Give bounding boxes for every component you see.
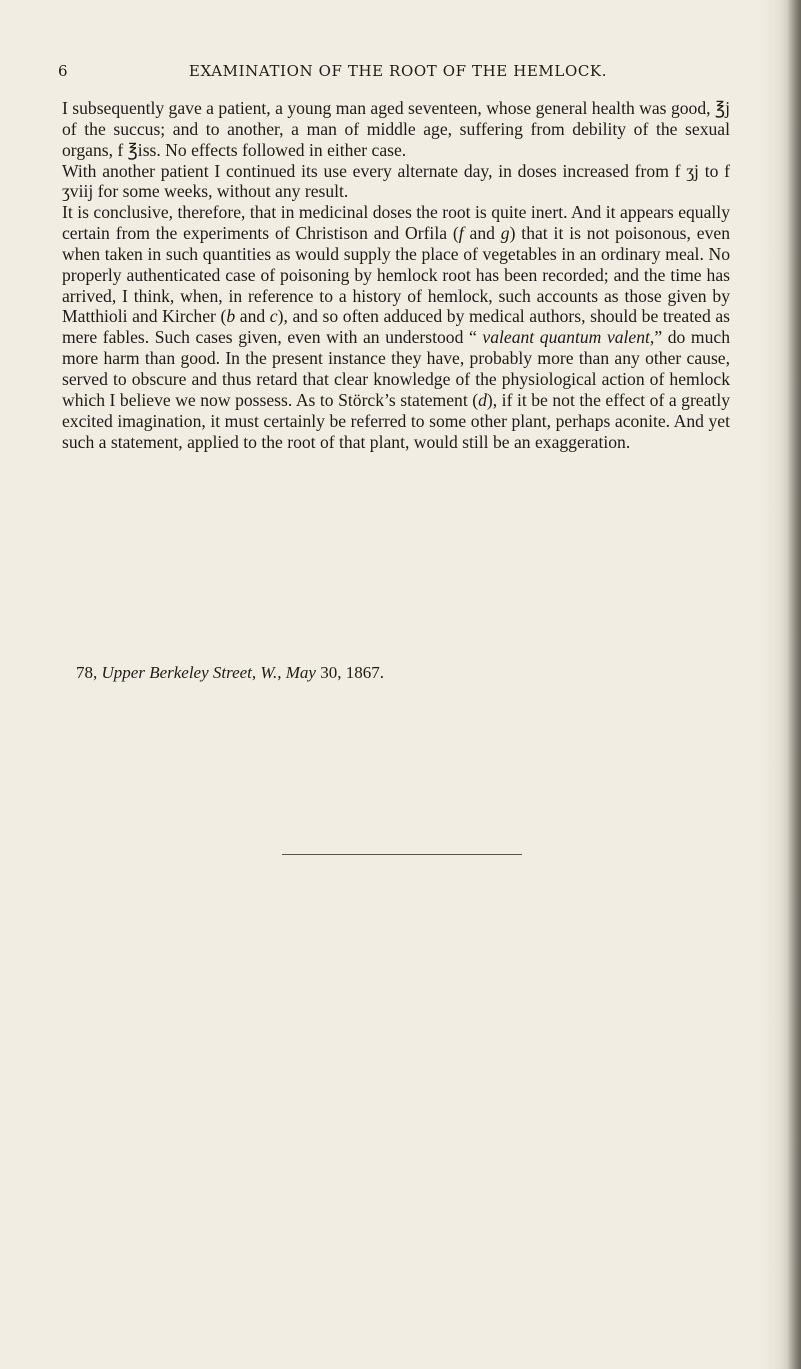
paragraph-2: [62, 161, 730, 203]
text-segment: With another patient I continued its use every alternate day, in doses increased from f ʒj to f ʒviij for some weeks, without any result.: [62, 160, 730, 202]
italic-text-segment: g: [500, 223, 510, 244]
body-text: [62, 98, 730, 452]
italic-text-segment: c: [269, 306, 278, 327]
text-segment: and: [235, 306, 270, 327]
text-segment: It is conclusive, therefore, that in medicinal doses the root is quite inert. And it appears equally certain from the experiments of Christison and Orfila (: [62, 202, 730, 244]
text-segment: 78,: [76, 663, 102, 682]
italic-text-segment: d: [478, 389, 487, 410]
italic-text-segment: valeant quantum valent,: [482, 327, 655, 348]
text-segment: ), if it be not the effect of a greatly excited imagination, it must certainly be referred to some other plant, perhaps aconite. And yet such a statement, applied to the root of that plant, would still be an exaggeration.: [62, 389, 730, 452]
address-date-signoff: [76, 663, 384, 683]
paragraph-1: [62, 98, 730, 161]
text-segment: I subsequently gave a patient, a young man aged seventeen, whose general health was good, ℥j of the succus; and to another, a man of middle age, suffering from debility of the sexual organs, f ℥iss. No effects followed in either case.: [62, 98, 730, 160]
paragraph-3: [62, 202, 730, 452]
italic-text-segment: b: [226, 306, 236, 327]
text-segment: and: [463, 223, 501, 244]
horizontal-rule: [282, 854, 522, 855]
text-segment: 30, 1867.: [315, 663, 384, 682]
italic-text-segment: f: [458, 223, 464, 244]
page-number: 6: [58, 62, 69, 80]
running-head: [58, 62, 738, 86]
text-segment: ” do much more harm than good. In the present instance they have, probably more than any other cause, served to obscure and thus retard that clear knowledge of the physiological action of hemlock which I believe we now possess. As to Störck’s statement (: [62, 327, 731, 410]
italic-text-segment: Upper Berkeley Street, W., May: [101, 663, 316, 682]
running-title: EXAMINATION OF THE ROOT OF THE HEMLOCK.: [188, 62, 608, 80]
text-segment: ) that it is not poisonous, even when taken in such quantities as would supply the place of vegetables in an ordinary meal. No properly authenticated case of poisoning by hemlock root has been recorded; and the time has arrived, I think, when, in reference to a history of hemlock, such accounts as those given by Matthioli and Kircher (: [62, 223, 730, 327]
page-edge-shadow: [787, 0, 801, 1369]
text-segment: ), and so often adduced by medical authors, should be treated as mere fables. Such cases given, even with an understood “: [62, 306, 731, 348]
